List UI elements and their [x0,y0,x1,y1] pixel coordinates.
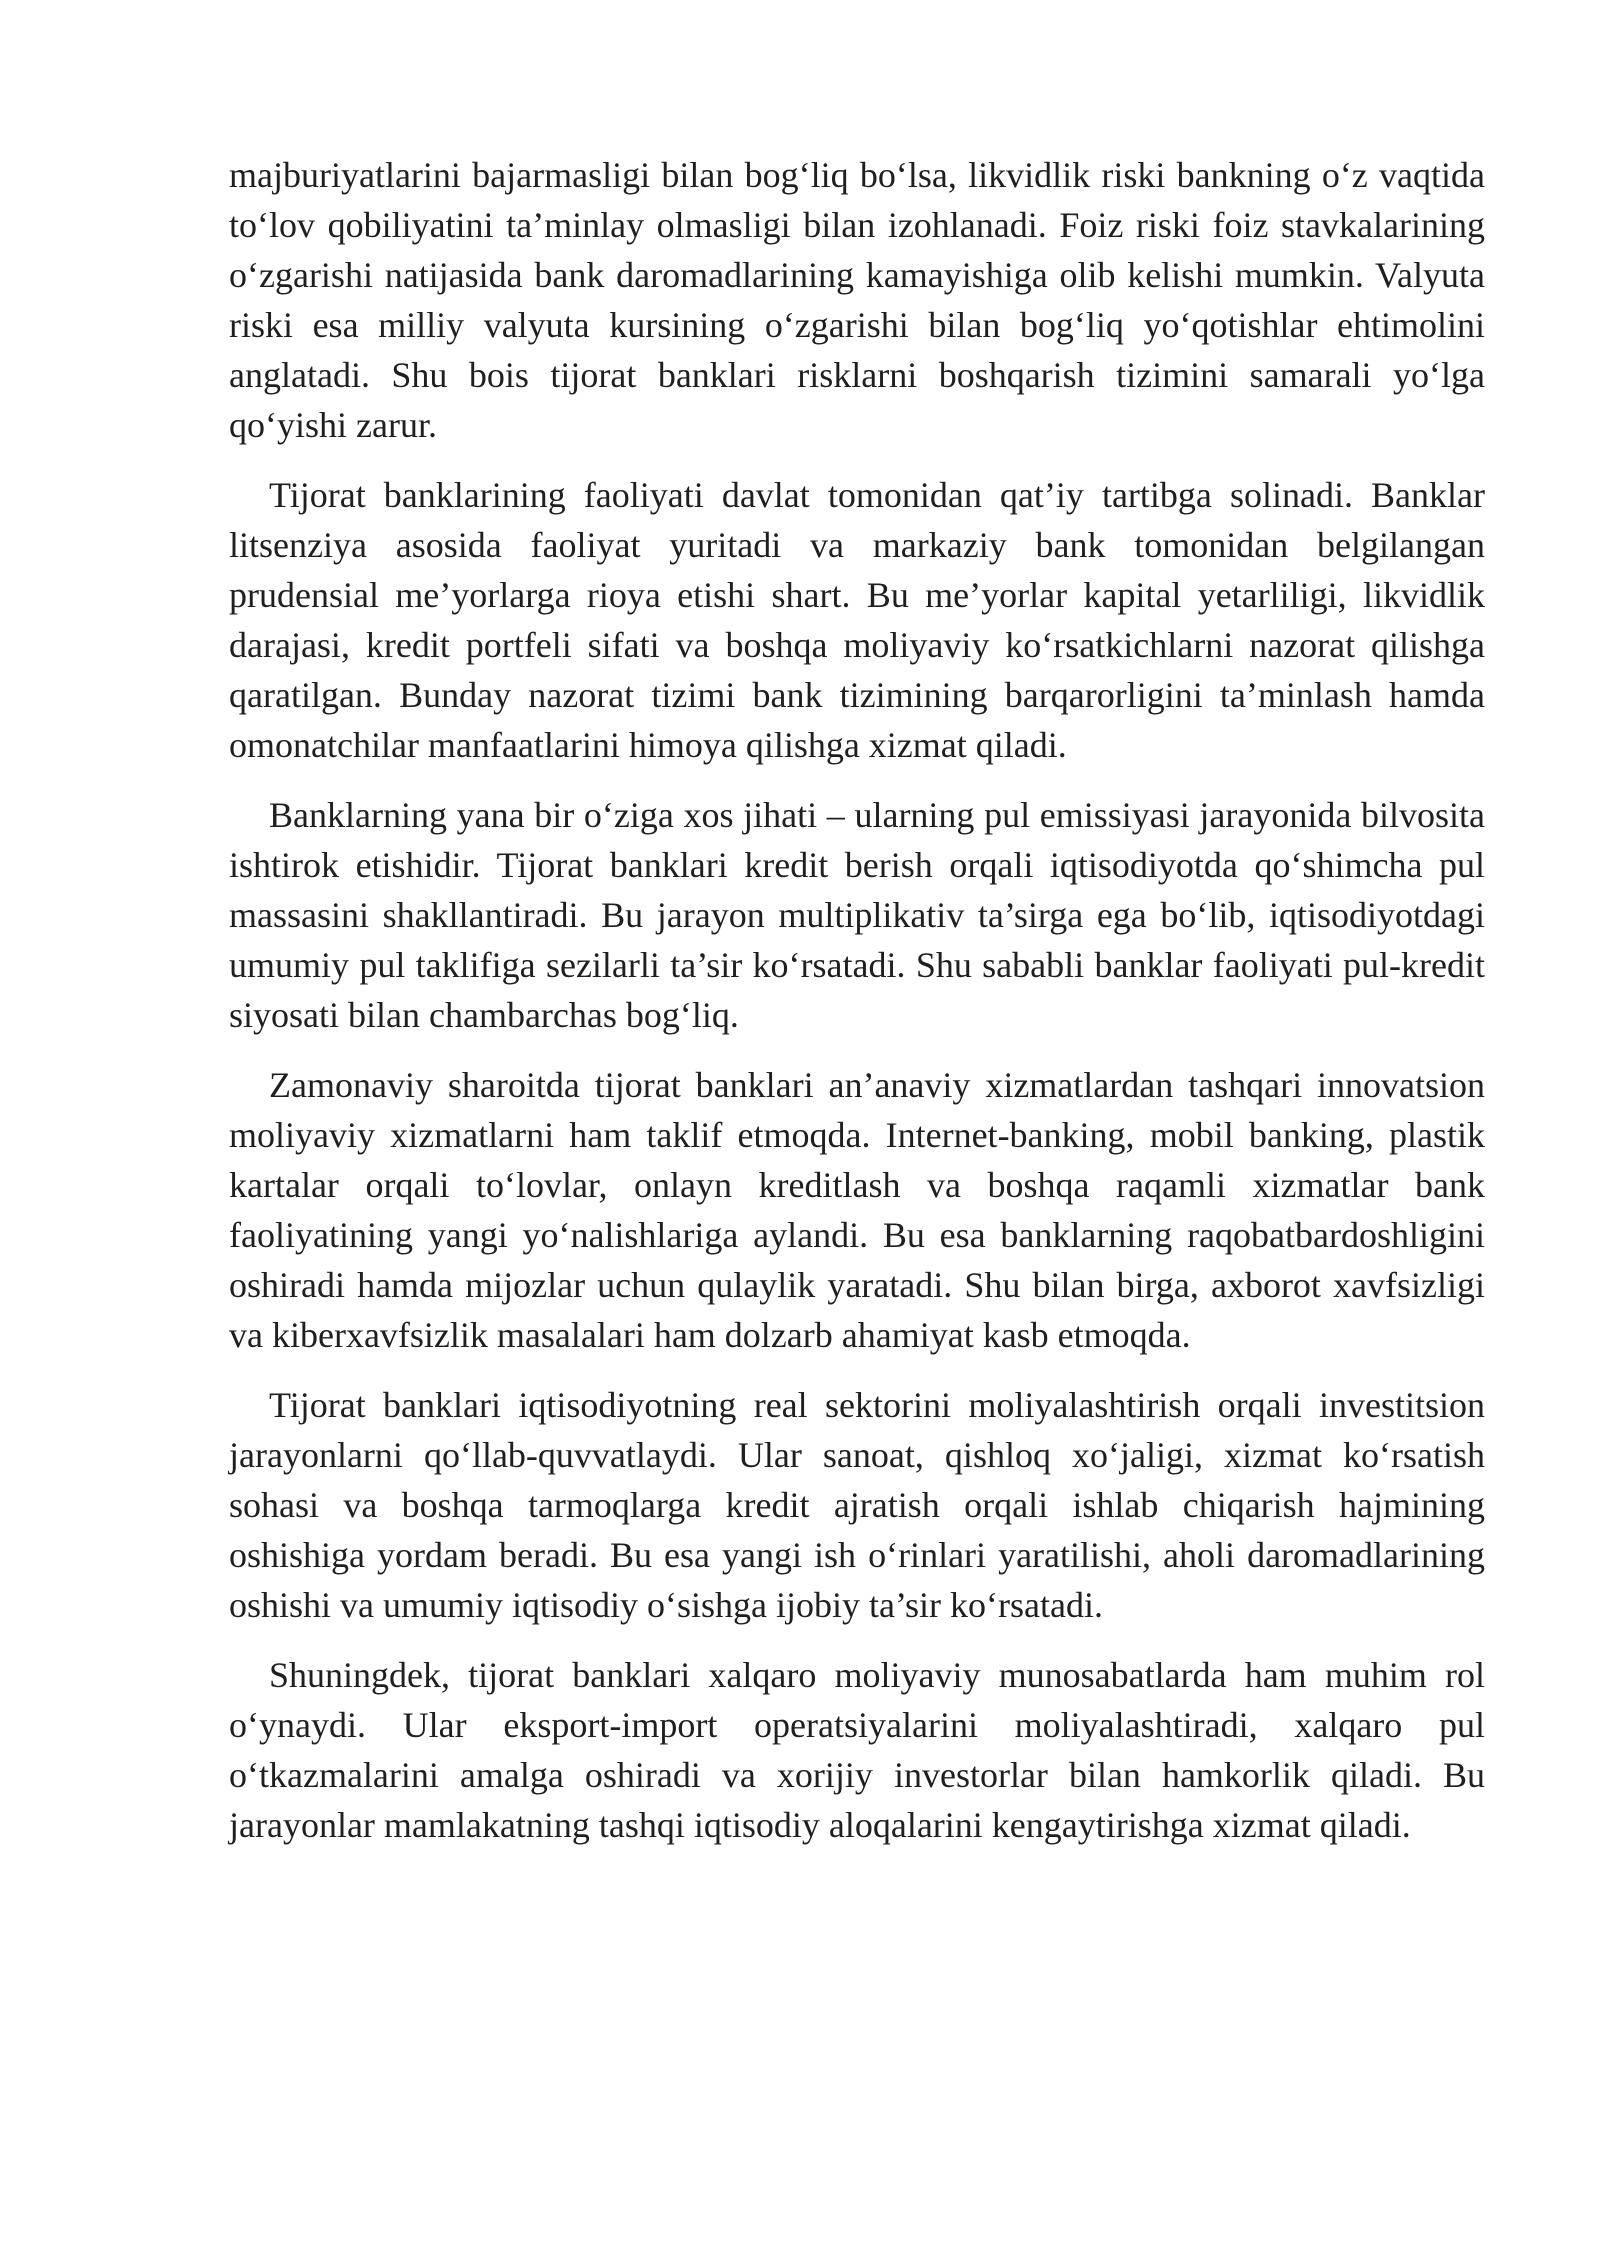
paragraph-4: Zamonaviy sharoitda tijorat banklari an’anaviy xizmatlardan tashqari innovatsion moliyaviy xizmatlarni ham taklif etmoqda. Internet-banking, mobil banking, plastik kartalar orqali to‘lovlar, onlayn kreditlash va boshqa raqamli xizmatlar bank faoliyatining yangi yo‘nalishlariga aylandi. Bu esa banklarning raqobatbardoshligini oshiradi hamda mijozlar uchun qulaylik yaratadi. Shu bilan birga, axborot xavfsizligi va kiberxavfsizlik masalalari ham dolzarb ahamiyat kasb etmoqda. [229,1065,1485,1355]
paragraph-2: Tijorat banklarining faoliyati davlat tomonidan qat’iy tartibga solinadi. Banklar litsenziya asosida faoliyat yuritadi va markaziy bank tomonidan belgilangan prudensial me’yorlarga rioya etishi shart. Bu me’yorlar kapital yetarliligi, likvidlik darajasi, kredit portfeli sifati va boshqa moliyaviy ko‘rsatkichlarni nazorat qilishga qaratilgan. Bunday nazorat tizimi bank tizimining barqarorligini ta’minlash hamda omonatchilar manfaatlarini himoya qilishga xizmat qiladi. [229,475,1485,765]
paragraph-6: Shuningdek, tijorat banklari xalqaro moliyaviy munosabatlarda ham muhim rol o‘ynaydi. Ular eksport-import operatsiyalarini moliyalashtiradi, xalqaro pul o‘tkazmalarini amalga oshiradi va xorijiy investorlar bilan hamkorlik qiladi. Bu jarayonlar mamlakatning tashqi iqtisodiy aloqalarini kengaytirishga xizmat qiladi. [229,1655,1485,1845]
document-page [229,150,1485,1870]
paragraph-1: majburiyatlarini bajarmasligi bilan bog‘liq bo‘lsa, likvidlik riski bankning o‘z vaqtida to‘lov qobiliyatini ta’minlay olmasligi bilan izohlanadi. Foiz riski foiz stavkalarining o‘zgarishi natijasida bank daromadlarining kamayishiga olib kelishi mumkin. Valyuta riski esa milliy valyuta kursining o‘zgarishi bilan bog‘liq yo‘qotishlar ehtimolini anglatadi. Shu bois tijorat banklari risklarni boshqarish tizimini samarali yo‘lga qo‘yishi zarur. [229,155,1485,445]
paragraph-3: Banklarning yana bir o‘ziga xos jihati – ularning pul emissiyasi jarayonida bilvosita ishtirok etishidir. Tijorat banklari kredit berish orqali iqtisodiyotda qo‘shimcha pul massasini shakllantiradi. Bu jarayon multiplikativ ta’sirga ega bo‘lib, iqtisodiyotdagi umumiy pul taklifiga sezilarli ta’sir ko‘rsatadi. Shu sababli banklar faoliyati pul-kredit siyosati bilan chambarchas bog‘liq. [229,795,1485,1035]
paragraph-5: Tijorat banklari iqtisodiyotning real sektorini moliyalashtirish orqali investitsion jarayonlarni qo‘llab-quvvatlaydi. Ular sanoat, qishloq xo‘jaligi, xizmat ko‘rsatish sohasi va boshqa tarmoqlarga kredit ajratish orqali ishlab chiqarish hajmining oshishiga yordam beradi. Bu esa yangi ish o‘rinlari yaratilishi, aholi daromadlarining oshishi va umumiy iqtisodiy o‘sishga ijobiy ta’sir ko‘rsatadi. [229,1385,1485,1625]
